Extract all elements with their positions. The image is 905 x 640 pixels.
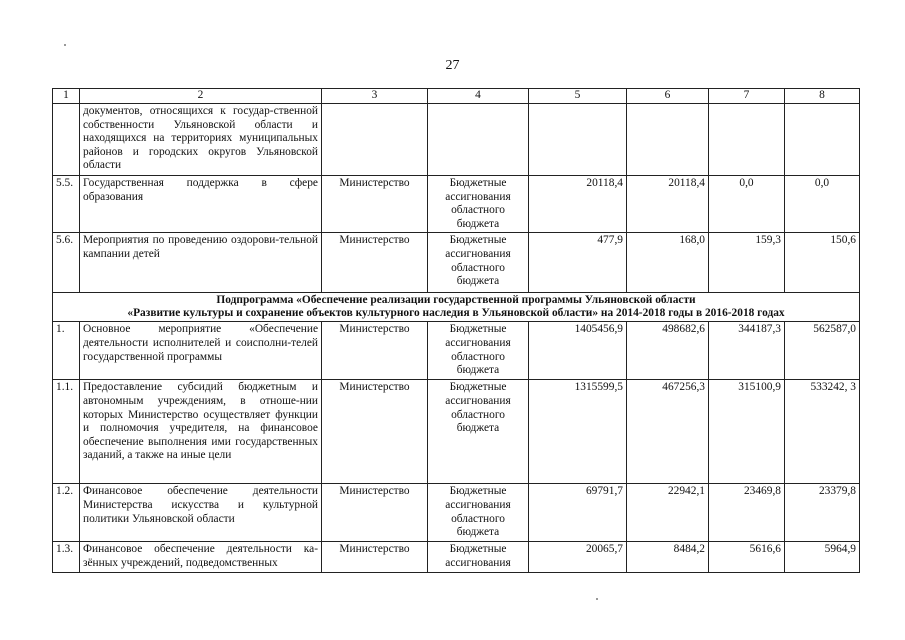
row-value-5: 477,9 [529, 233, 627, 293]
row-value-6 [627, 104, 709, 176]
row-value-5 [529, 104, 627, 176]
row-number: 5.6. [53, 233, 80, 293]
column-header: 6 [627, 89, 709, 104]
row-value-8: 562587,0 [785, 322, 860, 380]
row-value-7: 23469,8 [709, 484, 785, 542]
column-header: 5 [529, 89, 627, 104]
row-value-8: 0,0 [785, 176, 860, 233]
row-number: 5.5. [53, 176, 80, 233]
row-value-8 [785, 104, 860, 176]
row-name: Государственная поддержка в сфере образования [80, 176, 322, 233]
row-value-6: 20118,4 [627, 176, 709, 233]
row-value-7: 5616,6 [709, 542, 785, 572]
table-header-row [53, 89, 860, 104]
row-value-7: 0,0 [709, 176, 785, 233]
row-number: 1. [53, 322, 80, 380]
row-value-7 [709, 104, 785, 176]
row-name: Основное мероприятие «Обеспечение деятельности исполнителей и соисполни-телей государственной программы [80, 322, 322, 380]
table-row [53, 542, 860, 572]
row-number [53, 104, 80, 176]
table-row [53, 484, 860, 542]
row-name: Мероприятия по проведению оздорови-тельной кампании детей [80, 233, 322, 293]
scan-speck [64, 44, 66, 46]
column-header: 1 [53, 89, 80, 104]
row-executor [322, 104, 428, 176]
column-header: 2 [80, 89, 322, 104]
row-value-7: 159,3 [709, 233, 785, 293]
scan-speck [596, 598, 598, 600]
row-value-5: 69791,7 [529, 484, 627, 542]
row-value-8: 23379,8 [785, 484, 860, 542]
table-row [53, 104, 860, 176]
row-source: Бюджетные ассигнования областного бюджета [428, 322, 529, 380]
row-value-6: 467256,3 [627, 380, 709, 484]
subprogram-title [53, 293, 860, 322]
row-executor: Министерство [322, 176, 428, 233]
row-value-8: 533242, 3 [785, 380, 860, 484]
row-value-7: 315100,9 [709, 380, 785, 484]
row-source: Бюджетные ассигнования областного бюджета [428, 484, 529, 542]
row-value-7: 344187,3 [709, 322, 785, 380]
row-number: 1.2. [53, 484, 80, 542]
subprogram-title-line: Подпрограмма «Обеспечение реализации государственной программы Ульяновской области [216, 294, 696, 307]
budget-table [52, 88, 860, 573]
row-source: Бюджетные ассигнования областного бюджета [428, 176, 529, 233]
row-value-5: 1405456,9 [529, 322, 627, 380]
row-executor: Министерство [322, 380, 428, 484]
row-value-5: 20118,4 [529, 176, 627, 233]
row-value-5: 1315599,5 [529, 380, 627, 484]
column-header: 7 [709, 89, 785, 104]
subprogram-row [53, 293, 860, 322]
subprogram-title-line: «Развитие культуры и сохранение объектов культурного наследия в Ульяновской области» на 2014-2018 годы в 2016-2018 годах [127, 307, 785, 320]
row-executor: Министерство [322, 542, 428, 572]
row-executor: Министерство [322, 322, 428, 380]
row-source: Бюджетные ассигнования [428, 542, 529, 572]
row-executor: Министерство [322, 484, 428, 542]
row-value-8: 5964,9 [785, 542, 860, 572]
table-row [53, 322, 860, 380]
row-number: 1.1. [53, 380, 80, 484]
row-source [428, 104, 529, 176]
row-name: Финансовое обеспечение деятельности Министерства искусства и культурной политики Ульяновской области [80, 484, 322, 542]
column-header: 8 [785, 89, 860, 104]
column-header: 3 [322, 89, 428, 104]
table-row [53, 380, 860, 484]
row-value-6: 22942,1 [627, 484, 709, 542]
row-name: документов, относящихся к государ-ственной собственности Ульяновской области и находящихся на территориях муниципальных районов и городских округов Ульяновской области [80, 104, 322, 176]
row-value-8: 150,6 [785, 233, 860, 293]
row-number: 1.3. [53, 542, 80, 572]
page-number: 27 [445, 58, 460, 73]
row-value-6: 8484,2 [627, 542, 709, 572]
column-header: 4 [428, 89, 529, 104]
row-value-5: 20065,7 [529, 542, 627, 572]
row-name: Финансовое обеспечение деятельности ка-зённых учреждений, подведомственных [80, 542, 322, 572]
table-row [53, 233, 860, 293]
row-value-6: 168,0 [627, 233, 709, 293]
table-row [53, 176, 860, 233]
row-name: Предоставление субсидий бюджетным и автономным учреждениям, в отноше-нии которых Министерство осуществляет функции и полномочия учредителя, на финансовое обеспечение выполнения ими государственных заданий, а также на иные цели [80, 380, 322, 484]
row-executor: Министерство [322, 233, 428, 293]
row-value-6: 498682,6 [627, 322, 709, 380]
row-source: Бюджетные ассигнования областного бюджета [428, 380, 529, 484]
row-source: Бюджетные ассигнования областного бюджета [428, 233, 529, 293]
